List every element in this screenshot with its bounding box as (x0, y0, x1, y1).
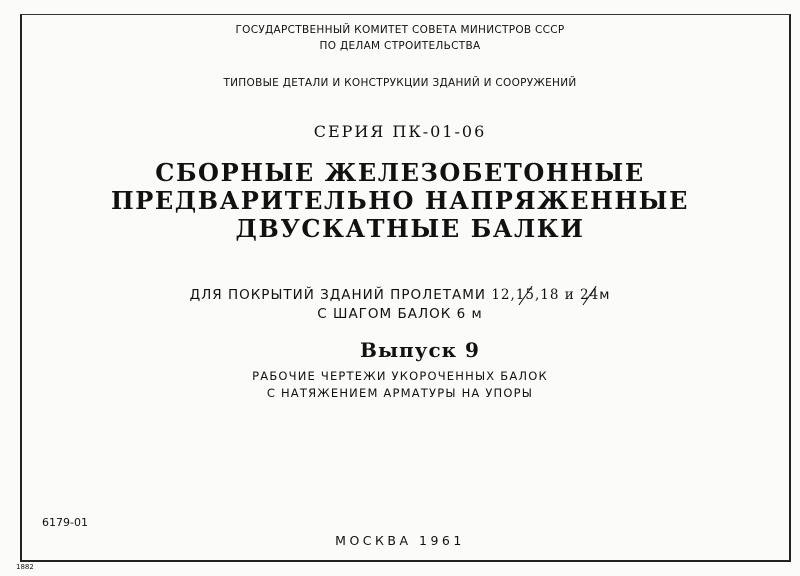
issue-title: Выпуск 9 (360, 338, 480, 362)
span-struck-1: 15 (515, 287, 535, 303)
title-line-1: СБОРНЫЕ ЖЕЛЕЗОБЕТОННЫЕ (155, 158, 645, 187)
span-struck-2: 24 (580, 287, 600, 303)
committee-line: ГОСУДАРСТВЕННЫЙ КОМИТЕТ СОВЕТА МИНИСТРОВ СССР (235, 24, 565, 36)
span-a: 12, (491, 287, 516, 303)
committee-subline: ПО ДЕЛАМ СТРОИТЕЛЬСТВА (319, 40, 481, 52)
title-line-2: ПРЕДВАРИТЕЛЬНО НАПРЯЖЕННЫЕ (111, 186, 689, 215)
issue-desc-2: С НАТЯЖЕНИЕМ АРМАТУРЫ НА УПОРЫ (266, 386, 534, 400)
title-line-3: ДВУСКАТНЫЕ БАЛКИ (235, 214, 585, 243)
city-year: МОСКВА 1961 (335, 533, 465, 548)
document-code: 6179-01 (42, 516, 88, 529)
series-title: СЕРИЯ ПК-01-06 (313, 122, 487, 141)
scope-line (0, 287, 800, 303)
issue-desc-1: РАБОЧИЕ ЧЕРТЕЖИ УКОРОЧЕННЫХ БАЛОК (252, 369, 548, 383)
collection-title: ТИПОВЫЕ ДЕТАЛИ И КОНСТРУКЦИИ ЗДАНИЙ И СООРУЖЕНИЙ (223, 77, 577, 89)
span-b: ,18 и (534, 287, 575, 303)
span-unit: м (599, 287, 611, 303)
corner-mark: 1882 (16, 563, 34, 571)
scope-prefix: ДЛЯ ПОКРЫТИЙ ЗДАНИЙ ПРОЛЕТАМИ (189, 287, 487, 303)
step-line: С ШАГОМ БАЛОК 6 м (317, 306, 483, 322)
